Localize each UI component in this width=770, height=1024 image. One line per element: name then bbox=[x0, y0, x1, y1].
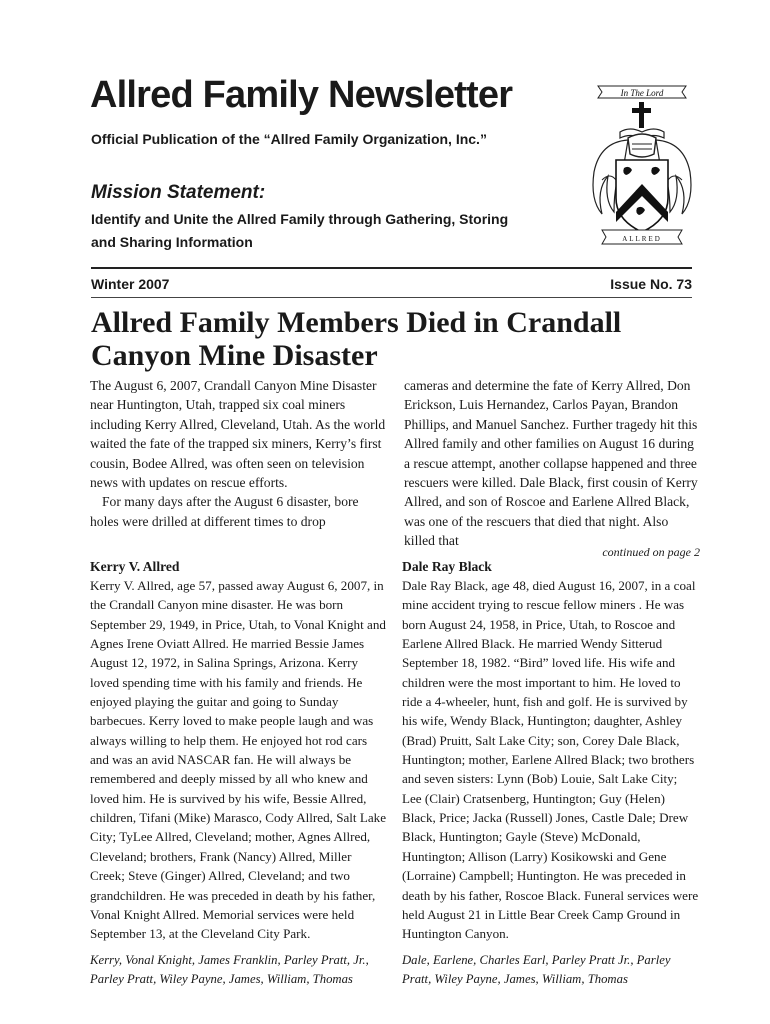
mission-statement: Identify and Unite the Allred Family through Gathering, Storing and Sharing Information bbox=[91, 211, 509, 250]
article-paragraph: For many days after the August 6 disaster, bore holes were drilled at different times to drop bbox=[90, 494, 359, 529]
top-divider bbox=[91, 267, 692, 269]
newsletter-title: Allred Family Newsletter bbox=[90, 74, 513, 116]
mission-heading: Mission Statement: bbox=[91, 182, 266, 203]
issue-season: Winter 2007 bbox=[91, 276, 170, 292]
article-paragraph: cameras and determine the fate of Kerry Allred, Don Erickson, Luis Hernandez, Carlos Payan, Brandon Phillips, and Manuel Sanchez. Further tragedy hit this Allred family and other families on August 16 during a rescue attempt, another collapse happened and three rescuers were killed. Dale Black, first cousin of Kerry Allred, and son of Roscoe and Earlene Allred Black, was one of the rescuers that died that night. Also killed that bbox=[404, 378, 698, 549]
obituary-lineage: Dale, Earlene, Charles Earl, Parley Pratt Jr., Parley Pratt, Wiley Payne, James, William, Thomas bbox=[402, 952, 671, 986]
obituary-body: Dale Ray Black, age 48, died August 16, 2007, in a coal mine accident trying to rescue fellow miners . He was born August 24, 1958, in Price, Utah, to Roscoe and Earlene Allred Black. He married Wendy Sitterud September 18, 1982. “Bird” loved life. His wife and children were the most important to him. He loved to ride a 4-wheeler, hunt, fish and golf. He is survived by his wife, Wendy Black, Huntington; daughter, Ashley (Brad) Pruitt, Salt Lake City; son, Corey Dale Black, Huntington; mother, Earlene Allred Black; two brothers and seven sisters: Lynn (Bob) Louie, Salt Lake City; Lee (Clair) Cratsenberg, Huntington; Guy (Helen) Black, Price; Jacka (Russell) Jones, Castle Dale; Drew Black, Huntington; Gayle (Steve) McDonald, Huntington; Allison (Larry) Kosikowski and Gene (Lorraine) Campbell; Huntington. He was preceded in death by his father, Roscoe Black. Funeral services were held August 21 in Little Bear Creek Camp Ground in Huntington Canyon. bbox=[402, 578, 699, 942]
obituary-kerry-allred bbox=[90, 558, 386, 989]
article-right-column bbox=[404, 376, 702, 551]
obituary-name: Dale Ray Black bbox=[402, 559, 492, 574]
article-headline: Allred Family Members Died in Crandall Canyon Mine Disaster bbox=[91, 306, 622, 372]
crest-motto: In The Lord bbox=[620, 88, 664, 98]
obituary-name: Kerry V. Allred bbox=[90, 559, 180, 574]
article-paragraph: The August 6, 2007, Crandall Canyon Mine Disaster near Huntington, Utah, trapped six coal miners including Kerry Allred, Cleveland, Utah. As the world waited the fate of the trapped six miners, Kerry’s first cousin, Bodee Allred, was often seen on television news with updates on rescue efforts. bbox=[90, 378, 386, 491]
continued-note: continued on page 2 bbox=[602, 545, 700, 559]
family-coat-of-arms-icon bbox=[580, 80, 704, 252]
article-left-column bbox=[90, 376, 387, 531]
obituary-body: Kerry V. Allred, age 57, passed away August 6, 2007, in the Crandall Canyon mine disaster. He was born September 29, 1949, in Price, Utah, to Vonal Knight and Agnes Irene Oviatt Allred. He married Bessie James August 12, 1972, in Salina Springs, Arizona. Kerry loved spending time with his family and friends. He enjoyed playing the guitar and going to Sunday barbecues. Kerry loved to make people laugh and was always willing to help them. He enjoyed hot rod cars and was an avid NASCAR fan. He will always be remembered and deeply missed by all who knew and loved him. He is survived by his wife, Bessie Allred, children, Tifani (Mike) Marasco, Cody Allred, Salt Lake City; TyLee Allred, Cleveland; mother, Agnes Allred, Cleveland; brothers, Frank (Nancy) Allred, Miller Creek; Steve (Ginger) Allred, Cleveland; and two grandchildren. He was preceded in death by his father, Vonal Knight Allred. Memorial services were held September 13, at the Cleveland City Park. bbox=[90, 578, 387, 942]
obituary-dale-black bbox=[402, 558, 700, 989]
obituary-lineage: Kerry, Vonal Knight, James Franklin, Parley Pratt, Jr., Parley Pratt, Wiley Payne, James, William, Thomas bbox=[90, 952, 369, 986]
issue-number: Issue No. 73 bbox=[610, 276, 692, 292]
bottom-divider bbox=[91, 297, 692, 298]
issue-bar bbox=[91, 275, 692, 293]
newsletter-subtitle: Official Publication of the “Allred Family Organization, Inc.” bbox=[91, 131, 487, 147]
crest-banner: ALLRED bbox=[622, 235, 662, 243]
